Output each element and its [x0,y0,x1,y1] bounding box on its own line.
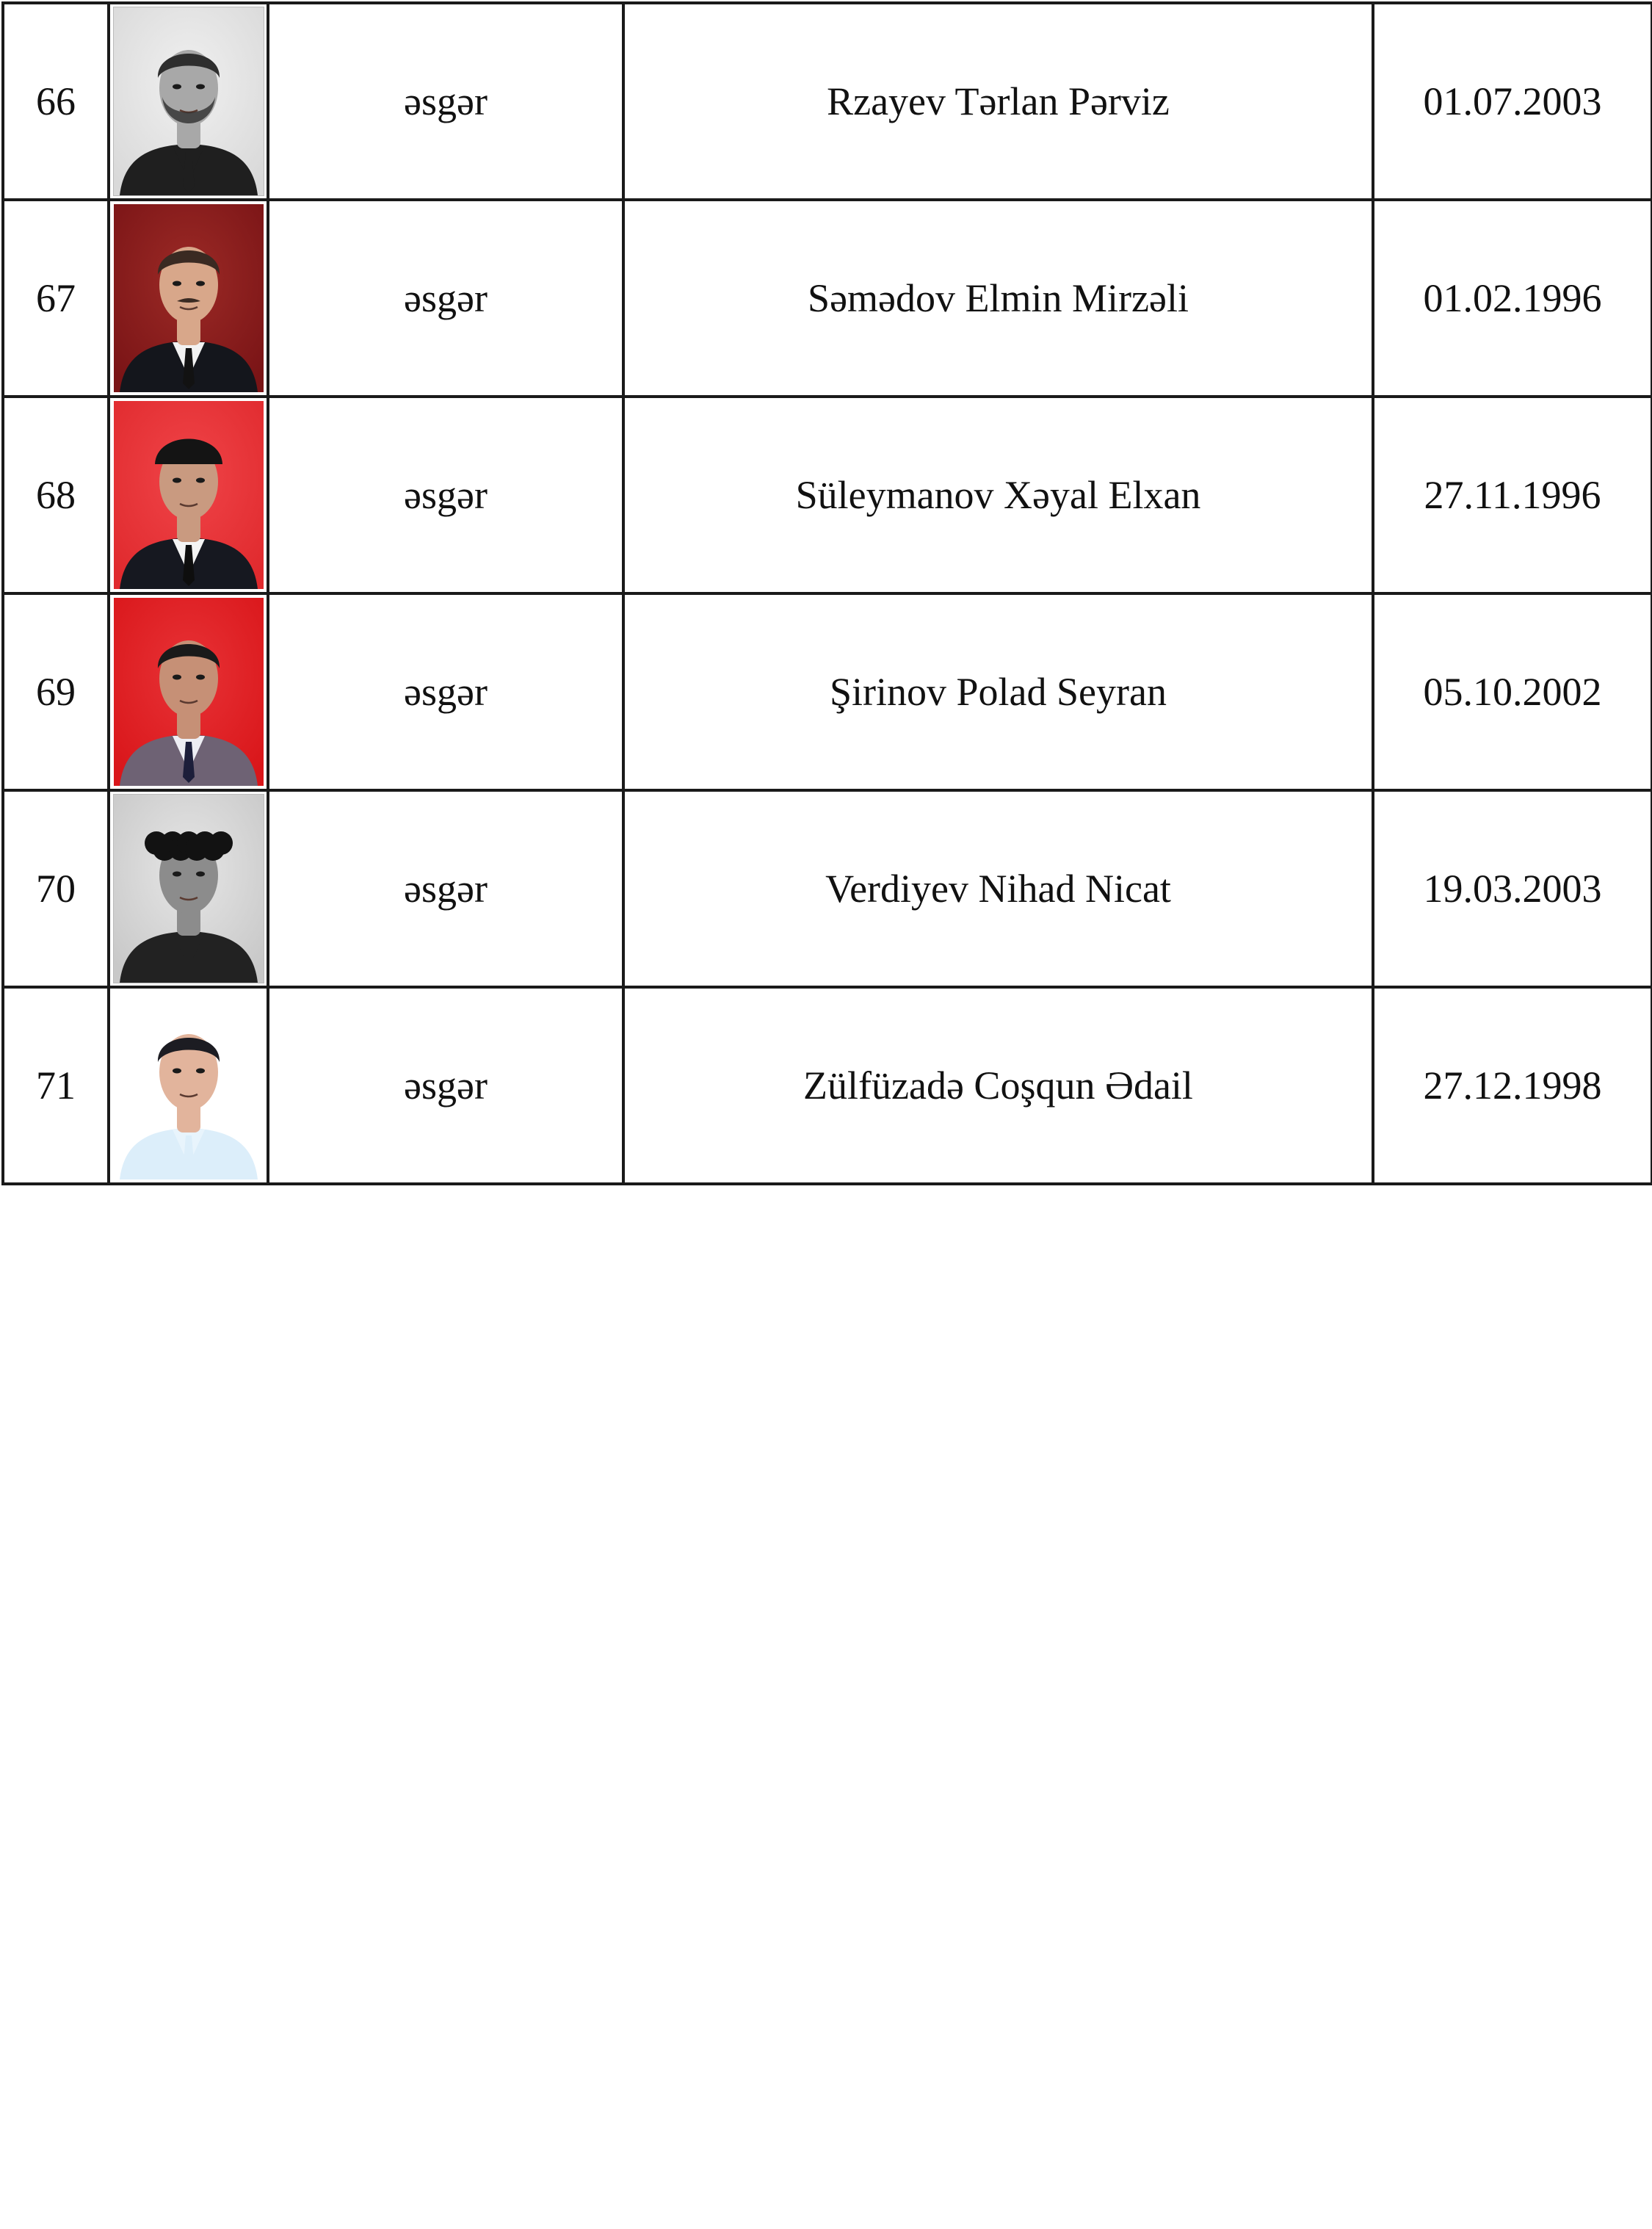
full-name: Şirinov Polad Seyran [623,593,1373,790]
roster-table-body [3,3,1652,1184]
eye-shape [196,675,205,680]
row-number: 70 [3,790,109,987]
eye-shape [196,478,205,483]
portrait-photo [114,204,264,392]
portrait-photo [114,991,264,1179]
rank: əsgər [268,987,623,1184]
full-name: Süleymanov Xəyal Elxan [623,397,1373,593]
eye-shape [173,84,181,90]
photo-cell [109,200,268,397]
portrait-photo [114,7,264,195]
full-name: Rzayev Tərlan Pərviz [623,3,1373,200]
portrait-svg [114,598,264,786]
full-name: Səmədov Elmin Mirzəli [623,200,1373,397]
photo-cell [109,3,268,200]
birth-date: 01.07.2003 [1373,3,1652,200]
birth-date: 27.12.1998 [1373,987,1652,1184]
table-row [3,987,1652,1184]
rank: əsgər [268,397,623,593]
birth-date: 19.03.2003 [1373,790,1652,987]
eye-shape [173,675,181,680]
rank: əsgər [268,200,623,397]
row-number: 66 [3,3,109,200]
table-row [3,397,1652,593]
eye-shape [196,281,205,286]
portrait-svg [114,795,264,983]
eye-shape [173,1069,181,1074]
hair-curl [209,831,233,855]
portrait-svg [114,991,264,1179]
row-number: 68 [3,397,109,593]
eye-shape [173,872,181,877]
birth-date: 01.02.1996 [1373,200,1652,397]
portrait-svg [114,7,264,195]
eye-shape [196,872,205,877]
portrait-svg [114,204,264,392]
photo-cell [109,593,268,790]
full-name: Zülfüzadə Coşqun Ədail [623,987,1373,1184]
rank: əsgər [268,593,623,790]
photo-cell [109,987,268,1184]
photo-cell [109,790,268,987]
table-row [3,200,1652,397]
eye-shape [196,84,205,90]
row-number: 69 [3,593,109,790]
portrait-photo [114,795,264,983]
roster-table [1,1,1652,1185]
portrait-photo [114,401,264,589]
eye-shape [173,478,181,483]
portrait-svg [114,401,264,589]
birth-date: 05.10.2002 [1373,593,1652,790]
table-row [3,3,1652,200]
eye-shape [196,1069,205,1074]
table-row [3,593,1652,790]
rank: əsgər [268,3,623,200]
portrait-photo [114,598,264,786]
table-row [3,790,1652,987]
photo-cell [109,397,268,593]
row-number: 71 [3,987,109,1184]
rank: əsgər [268,790,623,987]
eye-shape [173,281,181,286]
row-number: 67 [3,200,109,397]
birth-date: 27.11.1996 [1373,397,1652,593]
full-name: Verdiyev Nihad Nicat [623,790,1373,987]
